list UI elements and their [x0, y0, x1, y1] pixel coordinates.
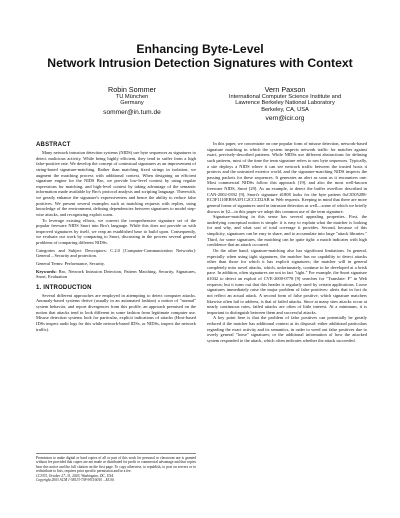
footnote-venue: CCS'03, October 27–31, 2003, Washington, DC, USA. — [36, 473, 115, 478]
author-email: vern@icir.org — [265, 115, 305, 123]
keywords-line — [36, 269, 196, 280]
body-paragraph: In this paper, we concentrate on one popular form of misuse detection, network-based signature matching in which the system inspects network traffic for matches against exact, precisely-described patterns. While NIDSs use different abstractions for defining such patterns, most of the time the term signature refers to raw byte sequences. Typically, a site deploys a NIDS where it can see network traffic between the trusted hosts it protects and the untrusted exterior world, and the signature-matching NIDS inspects the passing packets for these sequences. It generates an alert as soon as it encounters one. Most commercial NIDSs follow this approach [19], and also the most well-known freeware NIDS, Snort [29]. As an example, to detect the buffer overflow described in CAN-2002-0392 [9], Snort's signature #1808 looks for the byte pattern 0xC0505288-EC3F1110EB9A3F1C2CCCD2AB in Web requests. Keeping in mind that there are more general forms of signatures used in intrusion detection as well—some of which we briefly discuss in §2—in this paper we adopt this common use of the term signature. — [207, 141, 367, 214]
author-name: Robin Sommer — [108, 85, 156, 94]
abstract-paragraph: Many network intrusion detection systems (NIDS) use byte sequences as signatures to detect malicious activity. While being highly efficient, they tend to suffer from a high false-positive rate. We develop the concept of contextual signatures as an improvement of string-based signature-matching. Rather than matching fixed strings in isolation, we augment the matching process with additional context. When designing an efficient signature engine for the NIDS Bro, we provide low-level context by using regular expressions for matching, and high-level context by taking advantage of the semantic information made available by Bro's protocol analysis and scripting language. Therewith, we greatly enhance the signature's expressiveness and hence the ability to reduce false positives. We present several examples such as matching requests with replies, using knowledge of the environment, defining dependencies between signatures to model step-wise attacks, and recognizing exploit scans. — [36, 150, 196, 217]
body-paragraph: On the other hand, signature-matching also has significant limitations. In general, especially when using tight signatures, the matcher has no capability to detect attacks other than those for which it has explicit signatures; the matcher will in general completely miss novel attacks, which, unfortunately, continue to be developed at a brisk pace. In addition, often signatures are not in fact "tight." For example, the Snort signature #1042 to detect an exploit of CVE-2000-0778 [9] searches for "Translate: F" in Web requests; but it turns out that this header is regularly used by certain applications. Loose signatures immediately raise the major problem of false positives: alerts that in fact do not reflect an actual attack. A second form of false positive, which signature matchers likewise often fail to address, is that of failed attacks. Since at many sites attacks occur at nearly continuous rates, failed attacks are often of little interest. At a minimum, it is important to distinguish between them and successful attacks. — [207, 247, 367, 315]
keywords-list: Bro, Network Intrusion Detection, Pattern Matching, Security, Signatures, Snort, Evaluation — [36, 268, 197, 280]
paper-title — [0, 42, 400, 70]
abstract-heading: ABSTRACT — [36, 142, 71, 148]
author-affiliation-line: TU München — [115, 94, 149, 100]
author-affiliation-line: Berkeley, CA, USA — [261, 106, 309, 113]
footnote-copyright: Copyright 2003 ACM 1-58113-738-9/03/0010 ...$5.00. — [36, 478, 115, 483]
title-line-2: Network Intrusion Detection Signatures with Context — [47, 56, 353, 70]
body-paragraph: A key point here is that the problem of false positives can potentially be greatly reduced if the matcher has additional context at its disposal: either additional particulars regarding the exact activity and its semantics, in order to weed out false positives due to overly general "loose" signatures; or the additional information of how the attacked system responded to the attack, which often indicates whether the attack succeeded. — [207, 315, 367, 343]
author-name: Vern Paxson — [264, 85, 306, 94]
general-terms-line: General Terms: Performance, Security. — [36, 260, 105, 266]
body-paragraph: Signature-matching in this sense has several appealing properties. First, the underlying conceptual notion is simple: it is easy to explain what the matcher is looking for and why, and what sort of total coverage it provides. Second, because of this simplicity, signatures can be easy to share, and to accumulate into large "attack libraries." Third, for some signatures, the matching can be quite tight: a match indicates with high confidence that an attack occurred. — [207, 214, 367, 248]
abstract-paragraph: To leverage existing efforts, we convert the comprehensive signature set of the popular freeware NIDS Snort into Bro's language. While this does not provide us with improved signatures by itself, we reap an established base to build upon. Consequently, we evaluate our work by comparing to Snort, discussing in the process several general problems of comparing different NIDSs. — [36, 217, 196, 245]
author-affiliation-line: Lawrence Berkeley National Laboratory — [235, 100, 335, 107]
author-1 — [62, 85, 202, 117]
right-column — [207, 141, 367, 344]
left-column — [36, 141, 196, 332]
section-heading-introduction: 1. INTRODUCTION — [36, 284, 92, 291]
title-line-1: Enhancing Byte-Level — [136, 42, 264, 56]
author-affiliation-line: International Computer Science Institute and — [228, 94, 342, 100]
footnote-permission-text: Permission to make digital or hard copies of all or part of this work for personal or classroom use is granted without fee provided that copies are not made or distributed for profit or commercial advantage and that copies bear this notice and the full citation on the first page. To copy otherwise, to republish, to post on servers or to redistribute to lists, requires prior specific permission and/or a fee. — [36, 456, 196, 474]
author-email: sommer@in.tum.de — [103, 108, 161, 116]
permission-footnote — [36, 453, 196, 482]
keywords-label: Keywords: — [36, 268, 57, 274]
author-affiliation-line: Germany — [120, 100, 144, 107]
author-2 — [200, 85, 370, 123]
intro-paragraph: Several different approaches are employed in attempting to detect computer attacks. Anomaly-based systems derive (usually in an automated fashion) a notion of "normal" system behavior, and report divergences from this profile, an approach premised on the notion that attacks tend to look different in some fashion from legitimate computer use. Misuse detection systems look for particular, explicit indications of attacks (Host-based IDSs inspect audit logs for this while network-based IDSs, or NIDSs, inspect the network traffic). — [36, 292, 196, 332]
categories-line: Categories and Subject Descriptors: C.2.0 [Computer-Communication Networks]: General – Security and protection. — [36, 247, 196, 259]
